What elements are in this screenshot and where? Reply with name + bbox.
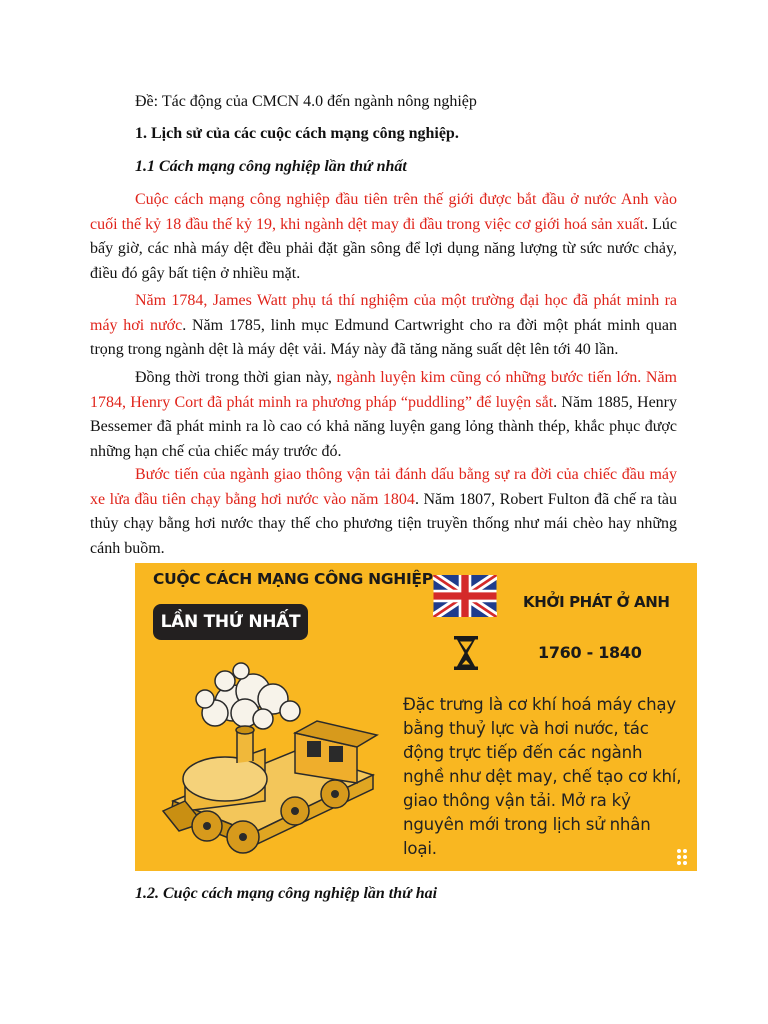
banner-origin-label: KHỞI PHÁT Ở ANH <box>523 593 670 611</box>
paragraph-4 <box>90 463 677 561</box>
document-title: Đề: Tác động của CMCN 4.0 đến ngành nông nghiệp <box>135 93 477 110</box>
paragraph-2-text: . Năm 1785, linh mục Edmund Cartwright cho ra đời một phát minh quan trọng trong ngành dệt là máy dệt vải. Máy này đã tăng năng suất dệt lên tới 40 lần. <box>90 316 677 358</box>
paragraph-3-highlight: ngành luyện kim cũng có những bước tiến lớn. Năm 1784, Henry Cort đã phát minh ra phương pháp “puddling” để luyện sắt <box>90 369 678 411</box>
paragraph-3 <box>90 366 677 464</box>
infographic-banner <box>135 563 697 871</box>
paragraph-1-highlight: Cuộc cách mạng công nghiệp đầu tiên trên thế giới được bắt đầu ở nước Anh vào cuối thế kỷ 18 đầu thế kỷ 19, khi ngành dệt may đi đầu trong việc cơ giới hoá sản xuất <box>90 191 677 233</box>
banner-description: Đặc trưng là cơ khí hoá máy chạy bằng thuỷ lực và hơi nước, tác động trực tiếp đến các ngành nghề như dệt may, chế tạo cơ khí, giao thông vận tải. Mở ra kỷ nguyên mới trong lịch sử nhân loại. <box>403 695 682 858</box>
paragraph-4-highlight: Bước tiến của ngành giao thông vận tải đánh dấu bằng sự ra đời của chiếc đầu máy xe lửa đầu tiên chạy bằng hơi nước vào năm 1804 <box>90 466 677 508</box>
paragraph-3-text-start: Đồng thời trong thời gian này, <box>135 369 337 386</box>
section-heading-1: 1. Lịch sử của các cuộc cách mạng công nghiệp. <box>135 125 459 142</box>
steam-locomotive-illustration <box>145 651 395 866</box>
brand-dots-logo <box>675 848 691 868</box>
subsection-heading-1-2: 1.2. Cuộc cách mạng công nghiệp lần thứ hai <box>135 885 438 902</box>
paragraph-3-text-end: . Năm 1885, Henry Bessemer đã phát minh ra lò cao có khả năng luyện gang lỏng thành thép, khắc phục được những hạn chế của chiếc máy trước đó. <box>90 393 677 460</box>
banner-heading: CUỘC CÁCH MẠNG CÔNG NGHIỆP <box>153 570 433 588</box>
banner-pill-label: LẦN THỨ NHẤT <box>153 604 308 640</box>
paragraph-4-text: . Năm 1807, Robert Fulton đã chế ra tàu thủy chạy bằng hơi nước thay thế cho phương tiện truyền thống như mái chèo hay những cánh buồm. <box>90 490 677 557</box>
hourglass-icon <box>452 636 480 670</box>
uk-flag-icon <box>433 575 497 617</box>
paragraph-1-text: . Lúc bấy giờ, các nhà máy dệt đều phải đặt gần sông để lợi dụng năng lượng từ sức nước chảy, điều đó gây bất tiện ở nhiều mặt. <box>90 215 677 282</box>
paragraph-1 <box>90 188 677 286</box>
subsection-heading-1-1: 1.1 Cách mạng công nghiệp lần thứ nhất <box>135 158 407 175</box>
banner-years: 1760 - 1840 <box>538 643 642 662</box>
paragraph-2 <box>90 289 677 363</box>
paragraph-2-highlight: Năm 1784, James Watt phụ tá thí nghiệm của một trường đại học đã phát minh ra máy hơi nước <box>90 292 677 334</box>
